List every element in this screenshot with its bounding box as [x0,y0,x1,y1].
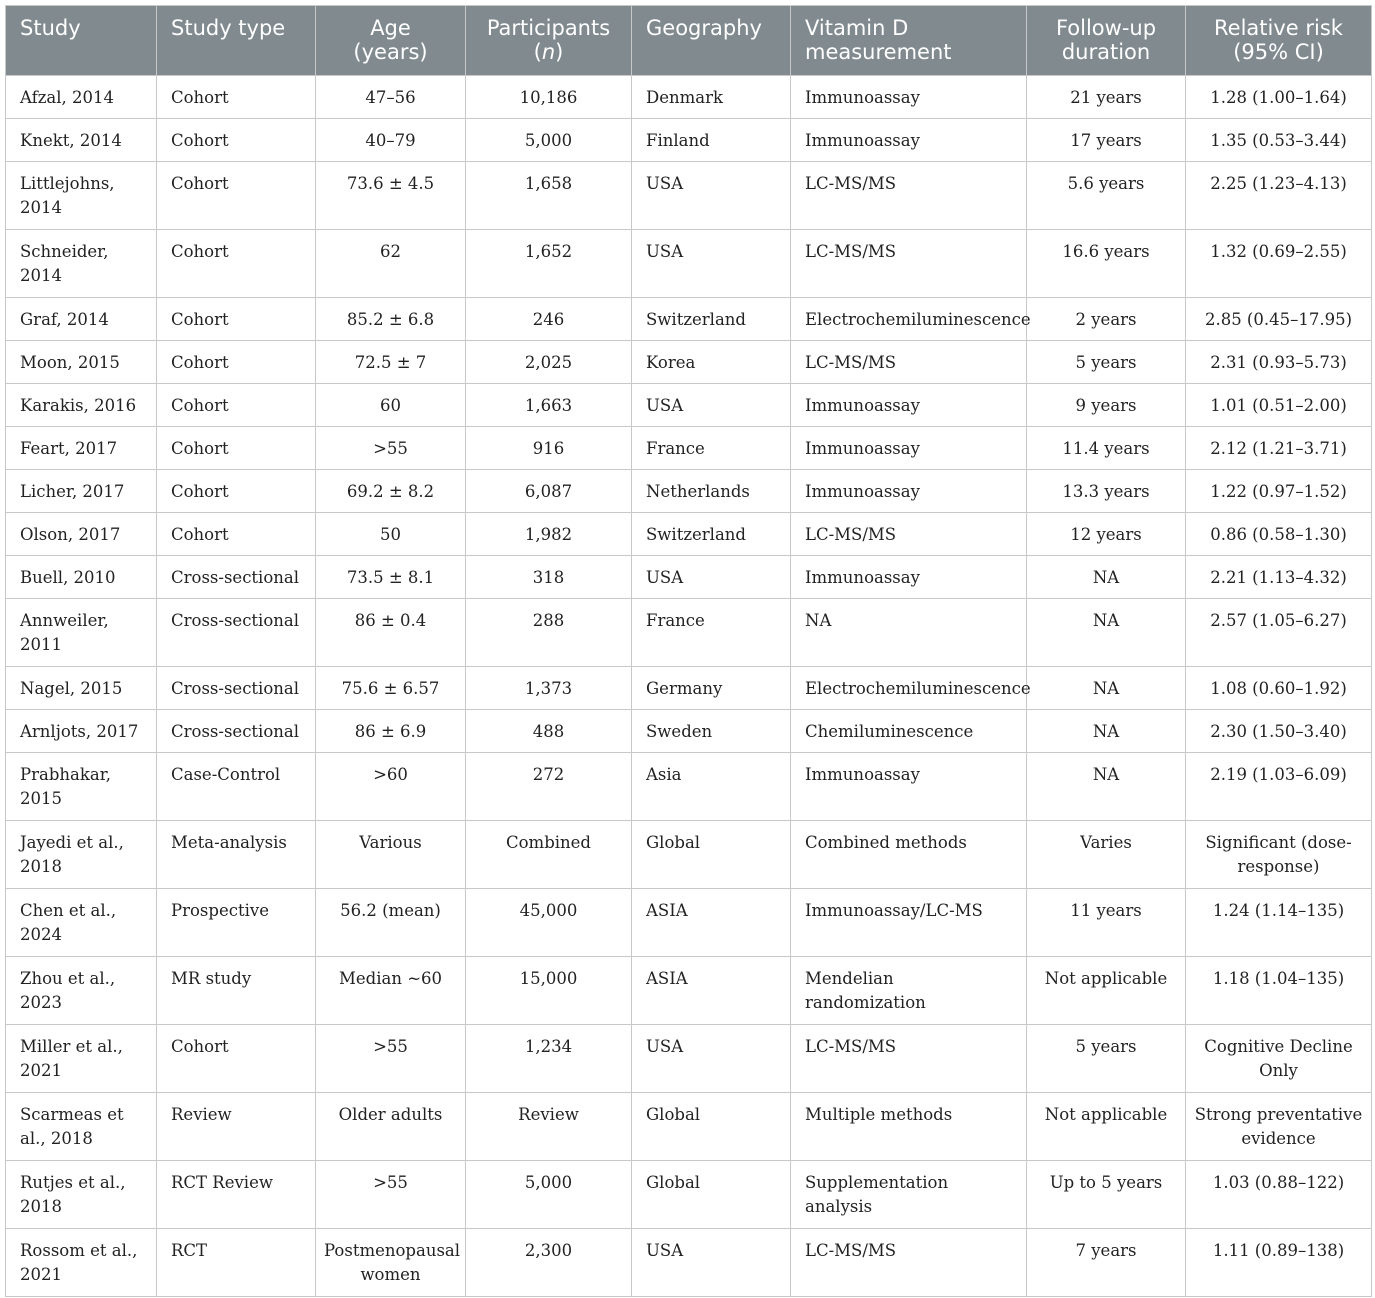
cell-study-type: Meta-analysis [157,821,316,889]
cell-participants: 916 [466,427,632,470]
cell-relative-risk: 2.31 (0.93–5.73) [1186,341,1372,384]
cell-follow-up: 11 years [1027,889,1186,957]
cell-participants: 288 [466,599,632,667]
cell-relative-risk: 2.57 (1.05–6.27) [1186,599,1372,667]
table-row [6,753,1372,821]
table-row [6,710,1372,753]
cell-follow-up: 17 years [1027,119,1186,162]
cell-study-type: Cross-sectional [157,556,316,599]
cell-participants: Combined [466,821,632,889]
table-row [6,821,1372,889]
table-row [6,427,1372,470]
cell-age: 60 [316,384,466,427]
cell-age: 47–56 [316,76,466,119]
cell-participants: 2,025 [466,341,632,384]
cell-geography: Global [632,1093,791,1161]
cell-study-type: RCT [157,1229,316,1297]
cell-study-type: Cohort [157,470,316,513]
cell-follow-up: Not applicable [1027,1093,1186,1161]
cell-relative-risk: 1.18 (1.04–135) [1186,957,1372,1025]
cell-participants: 1,652 [466,230,632,298]
cell-study: Schneider, 2014 [6,230,157,298]
cell-study: Graf, 2014 [6,298,157,341]
cell-follow-up: NA [1027,710,1186,753]
table-body [6,76,1372,1297]
cell-relative-risk: 1.01 (0.51–2.00) [1186,384,1372,427]
table-row [6,119,1372,162]
cell-participants: Review [466,1093,632,1161]
cell-relative-risk: Cognitive Decline Only [1186,1025,1372,1093]
cell-study-type: Cross-sectional [157,710,316,753]
cell-relative-risk: 1.24 (1.14–135) [1186,889,1372,957]
cell-study: Prabhakar, 2015 [6,753,157,821]
cell-participants: 5,000 [466,1161,632,1229]
table-row [6,298,1372,341]
cell-geography: USA [632,162,791,230]
cell-follow-up: 9 years [1027,384,1186,427]
cell-study-type: MR study [157,957,316,1025]
cell-age: 62 [316,230,466,298]
cell-geography: Germany [632,667,791,710]
cell-measurement: LC-MS/MS [791,230,1027,298]
cell-measurement: NA [791,599,1027,667]
cell-age: >55 [316,1161,466,1229]
cell-participants: 318 [466,556,632,599]
cell-measurement: LC-MS/MS [791,1025,1027,1093]
table-row [6,1229,1372,1297]
cell-study-type: Cohort [157,298,316,341]
cell-study: Buell, 2010 [6,556,157,599]
cell-measurement: Supplementation analysis [791,1161,1027,1229]
cell-study: Nagel, 2015 [6,667,157,710]
cell-measurement: Immunoassay [791,753,1027,821]
table-row [6,162,1372,230]
cell-study: Scarmeas et al., 2018 [6,1093,157,1161]
cell-measurement: Immunoassay/LC-MS [791,889,1027,957]
cell-age: 50 [316,513,466,556]
table-row [6,599,1372,667]
cell-geography: Sweden [632,710,791,753]
table-header [6,6,1372,76]
cell-relative-risk: 2.25 (1.23–4.13) [1186,162,1372,230]
cell-measurement: Multiple methods [791,1093,1027,1161]
cell-relative-risk: 2.30 (1.50–3.40) [1186,710,1372,753]
cell-measurement: Immunoassay [791,384,1027,427]
cell-study-type: Cohort [157,427,316,470]
cell-follow-up: 13.3 years [1027,470,1186,513]
cell-study: Zhou et al., 2023 [6,957,157,1025]
cell-study-type: Cohort [157,76,316,119]
cell-age: >55 [316,1025,466,1093]
cell-participants: 1,373 [466,667,632,710]
cell-age: 86 ± 0.4 [316,599,466,667]
cell-study: Olson, 2017 [6,513,157,556]
cell-relative-risk: 1.32 (0.69–2.55) [1186,230,1372,298]
cell-relative-risk: 1.22 (0.97–1.52) [1186,470,1372,513]
cell-age: 85.2 ± 6.8 [316,298,466,341]
table-row [6,556,1372,599]
cell-measurement: LC-MS/MS [791,162,1027,230]
cell-study: Arnljots, 2017 [6,710,157,753]
cell-follow-up: 16.6 years [1027,230,1186,298]
cell-study-type: Cohort [157,1025,316,1093]
cell-measurement: Electrochemiluminescence [791,298,1027,341]
cell-follow-up: Up to 5 years [1027,1161,1186,1229]
cell-measurement: Mendelian randomization [791,957,1027,1025]
cell-measurement: Immunoassay [791,427,1027,470]
cell-age: Median ~60 [316,957,466,1025]
table-row [6,667,1372,710]
cell-geography: USA [632,230,791,298]
cell-study-type: Cross-sectional [157,667,316,710]
cell-geography: ASIA [632,889,791,957]
header-study-type: Study type [157,6,316,76]
table-row [6,341,1372,384]
cell-age: 73.6 ± 4.5 [316,162,466,230]
cell-age: 86 ± 6.9 [316,710,466,753]
cell-measurement: Immunoassay [791,76,1027,119]
cell-relative-risk: 2.85 (0.45–17.95) [1186,298,1372,341]
cell-geography: Asia [632,753,791,821]
header-row [6,6,1372,76]
cell-relative-risk: 2.12 (1.21–3.71) [1186,427,1372,470]
cell-age: 56.2 (mean) [316,889,466,957]
cell-study-type: Cohort [157,513,316,556]
cell-relative-risk: 0.86 (0.58–1.30) [1186,513,1372,556]
cell-relative-risk: Strong preventative evidence [1186,1093,1372,1161]
cell-participants: 1,234 [466,1025,632,1093]
cell-measurement: Immunoassay [791,119,1027,162]
cell-geography: Global [632,1161,791,1229]
table-row [6,1161,1372,1229]
cell-follow-up: NA [1027,599,1186,667]
cell-participants: 15,000 [466,957,632,1025]
cell-geography: Global [632,821,791,889]
table-row [6,1093,1372,1161]
cell-study-type: Review [157,1093,316,1161]
cell-geography: USA [632,1229,791,1297]
cell-participants: 1,658 [466,162,632,230]
cell-study: Jayedi et al., 2018 [6,821,157,889]
cell-age: Older adults [316,1093,466,1161]
cell-measurement: LC-MS/MS [791,513,1027,556]
cell-study: Chen et al., 2024 [6,889,157,957]
cell-measurement: Electrochemiluminescence [791,667,1027,710]
cell-participants: 1,663 [466,384,632,427]
header-participants: Participants (n) [466,6,632,76]
cell-geography: Switzerland [632,513,791,556]
cell-participants: 45,000 [466,889,632,957]
cell-study: Littlejohns, 2014 [6,162,157,230]
cell-age: 73.5 ± 8.1 [316,556,466,599]
cell-relative-risk: 1.28 (1.00–1.64) [1186,76,1372,119]
cell-study-type: Cohort [157,341,316,384]
cell-study: Rossom et al., 2021 [6,1229,157,1297]
table-row [6,470,1372,513]
cell-follow-up: NA [1027,753,1186,821]
cell-geography: USA [632,384,791,427]
cell-geography: France [632,599,791,667]
cell-follow-up: Not applicable [1027,957,1186,1025]
cell-study: Feart, 2017 [6,427,157,470]
cell-age: 69.2 ± 8.2 [316,470,466,513]
table-row [6,1025,1372,1093]
cell-relative-risk: Significant (dose-response) [1186,821,1372,889]
cell-geography: USA [632,1025,791,1093]
cell-participants: 5,000 [466,119,632,162]
header-vitamin-d-measurement: Vitamin D measurement [791,6,1027,76]
header-follow-up-duration: Follow-up duration [1027,6,1186,76]
cell-study: Moon, 2015 [6,341,157,384]
cell-relative-risk: 2.21 (1.13–4.32) [1186,556,1372,599]
cell-study: Knekt, 2014 [6,119,157,162]
cell-follow-up: Varies [1027,821,1186,889]
cell-follow-up: 5 years [1027,1025,1186,1093]
table-row [6,957,1372,1025]
cell-measurement: Immunoassay [791,470,1027,513]
cell-age: Various [316,821,466,889]
cell-participants: 272 [466,753,632,821]
cell-follow-up: 12 years [1027,513,1186,556]
cell-participants: 6,087 [466,470,632,513]
cell-relative-risk: 1.08 (0.60–1.92) [1186,667,1372,710]
cell-age: 40–79 [316,119,466,162]
table-row [6,76,1372,119]
cell-geography: Korea [632,341,791,384]
cell-geography: ASIA [632,957,791,1025]
cell-age: >55 [316,427,466,470]
table-row [6,230,1372,298]
cell-relative-risk: 1.11 (0.89–138) [1186,1229,1372,1297]
cell-study-type: RCT Review [157,1161,316,1229]
study-table [5,5,1372,1297]
cell-follow-up: NA [1027,556,1186,599]
cell-relative-risk: 2.19 (1.03–6.09) [1186,753,1372,821]
cell-geography: USA [632,556,791,599]
cell-study: Karakis, 2016 [6,384,157,427]
cell-study-type: Cohort [157,384,316,427]
header-study: Study [6,6,157,76]
cell-geography: Switzerland [632,298,791,341]
cell-study: Miller et al., 2021 [6,1025,157,1093]
table-row [6,384,1372,427]
cell-participants: 2,300 [466,1229,632,1297]
cell-study-type: Cohort [157,162,316,230]
table-row [6,889,1372,957]
table-row [6,513,1372,556]
cell-follow-up: 5.6 years [1027,162,1186,230]
cell-measurement: Combined methods [791,821,1027,889]
cell-study: Rutjes et al., 2018 [6,1161,157,1229]
cell-follow-up: 7 years [1027,1229,1186,1297]
cell-study-type: Cohort [157,230,316,298]
cell-geography: Denmark [632,76,791,119]
cell-follow-up: 11.4 years [1027,427,1186,470]
header-relative-risk: Relative risk (95% CI) [1186,6,1372,76]
cell-participants: 488 [466,710,632,753]
cell-age: 72.5 ± 7 [316,341,466,384]
cell-study-type: Prospective [157,889,316,957]
cell-study-type: Cross-sectional [157,599,316,667]
cell-study: Afzal, 2014 [6,76,157,119]
cell-geography: Finland [632,119,791,162]
cell-study: Annweiler, 2011 [6,599,157,667]
cell-geography: Netherlands [632,470,791,513]
cell-participants: 10,186 [466,76,632,119]
cell-follow-up: 5 years [1027,341,1186,384]
cell-geography: France [632,427,791,470]
cell-follow-up: 2 years [1027,298,1186,341]
header-age: Age (years) [316,6,466,76]
cell-follow-up: 21 years [1027,76,1186,119]
cell-follow-up: NA [1027,667,1186,710]
cell-study-type: Cohort [157,119,316,162]
cell-study-type: Case-Control [157,753,316,821]
cell-age: >60 [316,753,466,821]
cell-measurement: Chemiluminescence [791,710,1027,753]
cell-relative-risk: 1.03 (0.88–122) [1186,1161,1372,1229]
cell-study: Licher, 2017 [6,470,157,513]
cell-measurement: Immunoassay [791,556,1027,599]
cell-participants: 246 [466,298,632,341]
cell-measurement: LC-MS/MS [791,341,1027,384]
header-geography: Geography [632,6,791,76]
cell-age: 75.6 ± 6.57 [316,667,466,710]
cell-participants: 1,982 [466,513,632,556]
cell-relative-risk: 1.35 (0.53–3.44) [1186,119,1372,162]
cell-measurement: LC-MS/MS [791,1229,1027,1297]
cell-age: Postmenopausal women [316,1229,466,1297]
